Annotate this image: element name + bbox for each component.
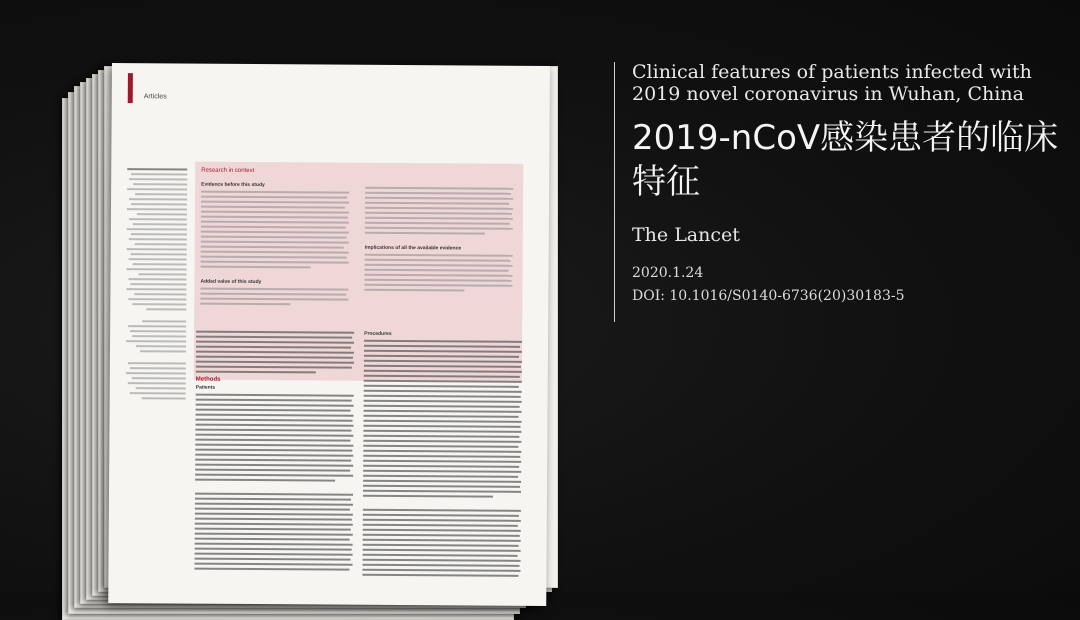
- section-label: Articles: [143, 93, 167, 101]
- publication-date: 2020.1.24: [632, 265, 704, 281]
- contributors-block: [124, 362, 186, 399]
- research-box-left-column: [200, 180, 351, 309]
- title-divider-line: [614, 62, 615, 322]
- patients-heading: Patients: [195, 384, 216, 391]
- affiliations-column: [124, 165, 188, 409]
- procedures-heading: Procedures: [364, 330, 392, 337]
- evidence-heading: Evidence before this study: [201, 181, 265, 189]
- body-right-column: [362, 329, 524, 580]
- implications-heading: Implications of all the available evidence: [364, 244, 462, 252]
- body-left-column: [194, 328, 356, 574]
- journal-accent-bar: [128, 73, 133, 103]
- article-page: [108, 63, 550, 606]
- methods-heading: Methods: [195, 376, 221, 383]
- journal-name: The Lancet: [632, 224, 740, 246]
- research-box-title: Research in context: [201, 167, 255, 174]
- chinese-title: 2019-nCoV感染患者的临床特征: [632, 118, 1059, 202]
- added-value-heading: Added value of this study: [200, 278, 262, 286]
- research-box-right-column: [364, 181, 515, 295]
- correspondence-block: [124, 320, 186, 352]
- english-title: Clinical features of patients infected with 2019 novel coronavirus in Wuhan, China: [632, 61, 1032, 105]
- doi-text: DOI: 10.1016/S0140-6736(20)30183-5: [632, 288, 905, 304]
- affiliation-block: [124, 168, 187, 310]
